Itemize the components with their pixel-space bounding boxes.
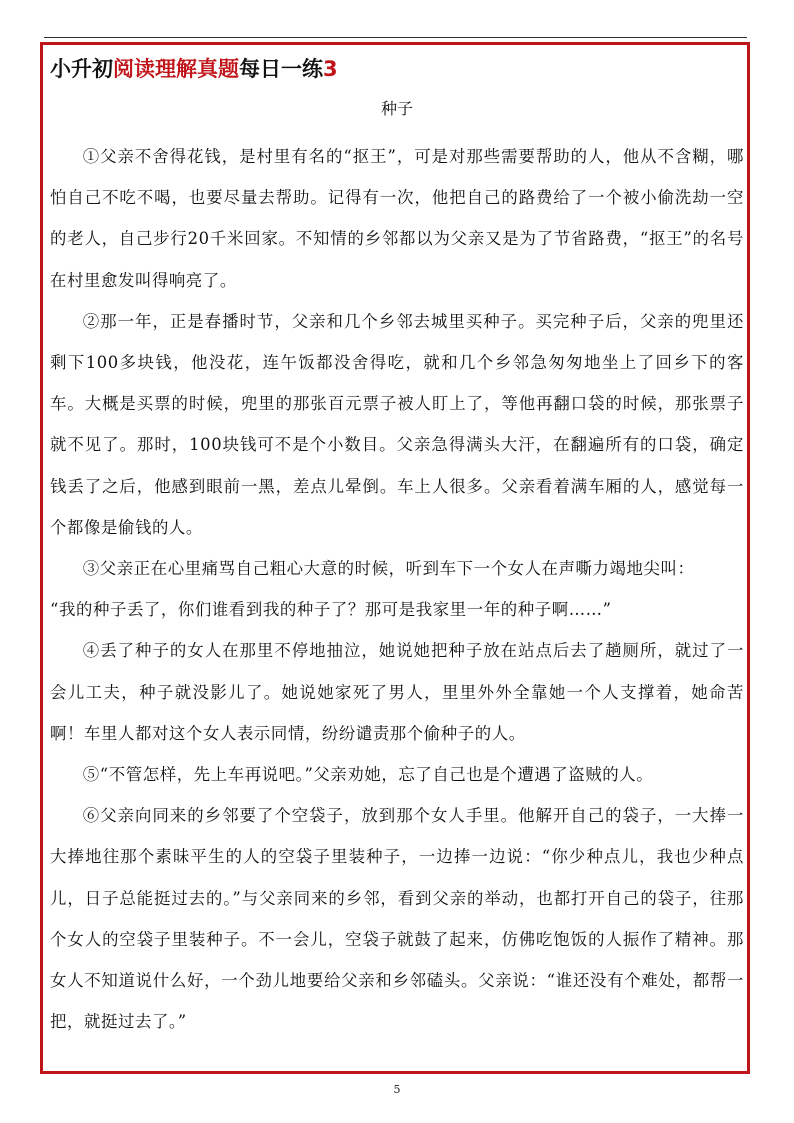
paragraph-5: ⑤“不管怎样，先上车再说吧。”父亲劝她，忘了自己也是个遭遇了盗贼的人。 (82, 765, 654, 785)
header-number: 3 (323, 57, 338, 81)
article-body (50, 136, 744, 1042)
header-suffix: 每日一练 (239, 57, 323, 81)
paragraph-4: ④丢了种子的女人在那里不停地抽泣，她说她把种子放在站点后去了趟厕所，就过了一会儿工夫，种子就没影儿了。她说她家死了男人，里里外外全靠她一个人支撑着，她命苦啊！车里人都对这个女人表示同情，纷纷谴责那个偷种子的人。 (50, 641, 744, 743)
paragraph-6: ⑥父亲向同来的乡邻要了个空袋子，放到那个女人手里。他解开自己的袋子，一大捧一大捧地往那个素昧平生的人的空袋子里装种子，一边捧一边说：“你少种点儿，我也少种点儿，日子总能挺过去的。”与父亲同来的乡邻，看到父亲的举动，也都打开自己的袋子，往那个女人的空袋子里装种子。不一会儿，空袋子就鼓了起来，仿佛吃饱饭的人振作了精神。那女人不知道说什么好，一个劲儿地要给父亲和乡邻磕头。父亲说：“谁还没有个难处，都帮一把，就挺过去了。” (50, 806, 744, 1032)
story-title: 种子 (380, 99, 413, 118)
paragraph-3-quote: “我的种子丢了，你们谁看到我的种子了？那可是我家里一年的种子啊……” (50, 600, 612, 620)
paragraph-3: ③父亲正在心里痛骂自己粗心大意的时候，听到车下一个女人在声嘶力竭地尖叫： (82, 559, 695, 579)
header-rule (44, 37, 747, 38)
page-number: 5 (393, 1083, 401, 1096)
paragraph-2: ②那一年，正是春播时节，父亲和几个乡邻去城里买种子。买完种子后，父亲的兜里还剩下100多块钱，他没花，连午饭都没舍得吃，就和几个乡邻急匆匆地坐上了回乡下的客车。大概是买票的时候，兜里的那张百元票子被人盯上了，等他再翻口袋的时候，那张票子就不见了。那时，100块钱可不是个小数目。父亲急得满头大汗，在翻遍所有的口袋，确定钱丢了之后，他感到眼前一黑，差点儿晕倒。车上人很多。父亲看着满车厢的人，感觉每一个都像是偷钱的人。 (50, 311, 744, 537)
page-header (50, 54, 338, 84)
paragraph-1: ①父亲不舍得花钱，是村里有名的“抠王”，可是对那些需要帮助的人，他从不含糊，哪怕自己不吃不喝，也要尽量去帮助。记得有一次，他把自己的路费给了一个被小偷洗劫一空的老人，自己步行20千米回家。不知情的乡邻都以为父亲又是为了节省路费，“抠王”的名号在村里愈发叫得响亮了。 (50, 147, 744, 290)
header-prefix: 小升初 (50, 57, 113, 81)
header-highlight: 阅读理解真题 (113, 57, 239, 81)
